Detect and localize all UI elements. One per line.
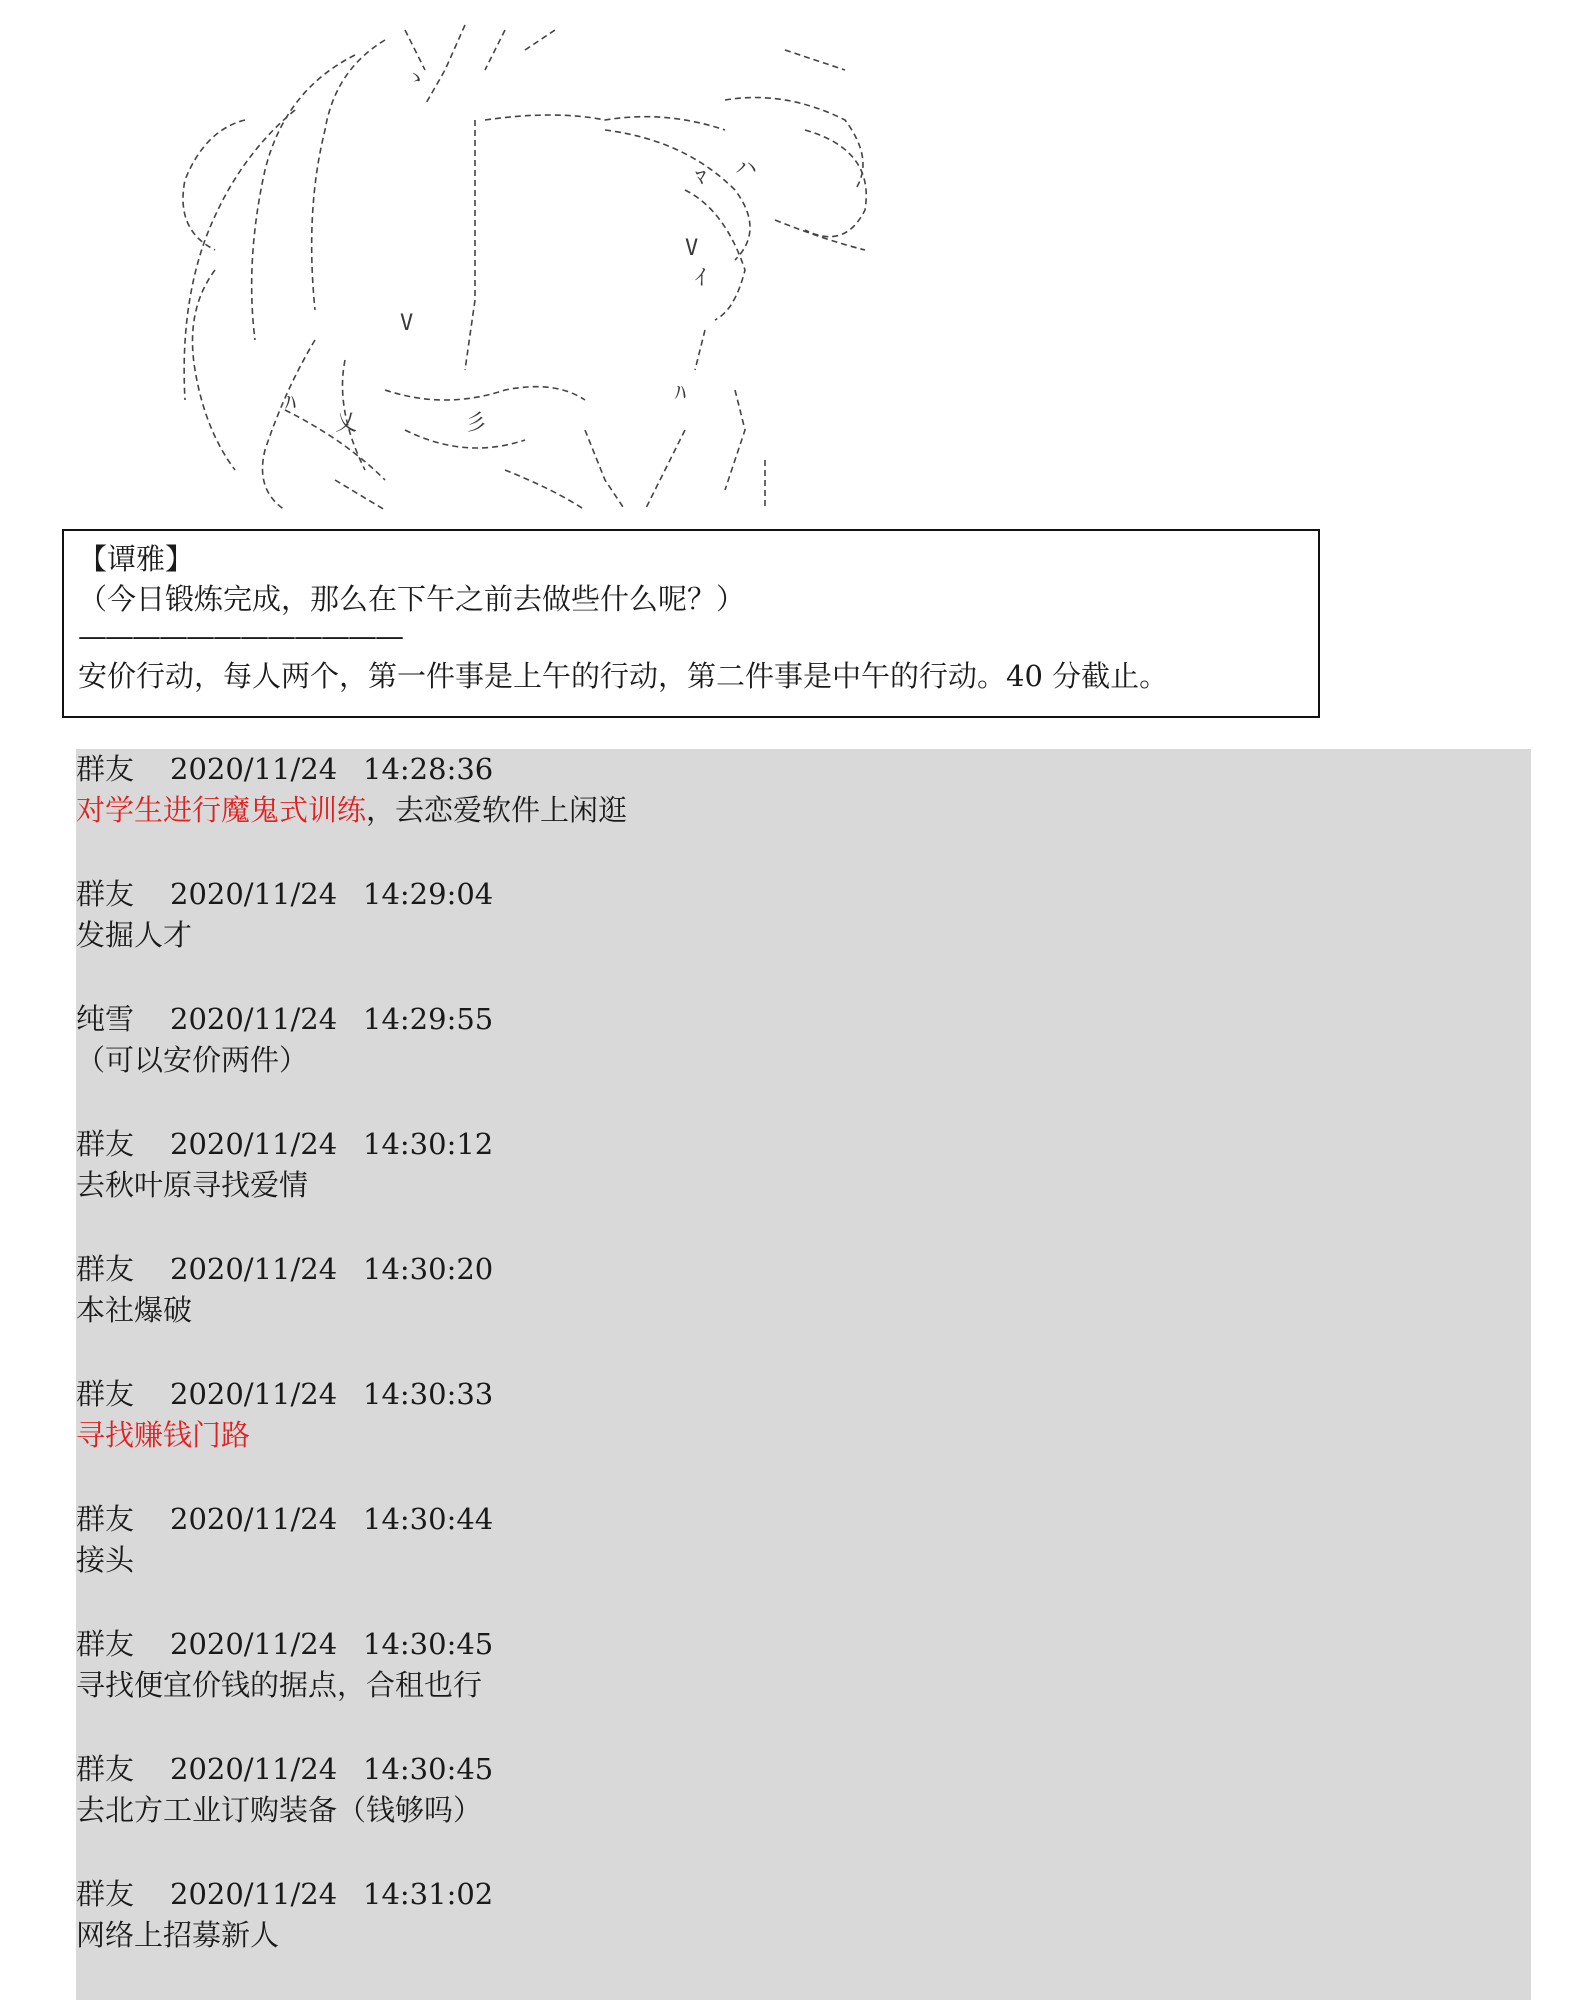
narration-box <box>62 529 1320 718</box>
chat-entry <box>76 1124 1476 1206</box>
message-text: 网络上招募新人 <box>76 1918 280 1952</box>
chat-entry <box>76 1249 1476 1331</box>
chat-header <box>76 749 1476 790</box>
message-date: 2020/11/24 <box>170 1002 338 1036</box>
svg-text:ｲ: ｲ <box>695 266 707 291</box>
message-time: 14:30:45 <box>363 1752 494 1786</box>
message-date: 2020/11/24 <box>170 1877 338 1911</box>
svg-text:ﾏ: ﾏ <box>695 166 707 191</box>
sender-name: 群友 <box>76 1752 135 1786</box>
chat-entry <box>76 1749 1476 1831</box>
message-date: 2020/11/24 <box>170 1252 338 1286</box>
sender-name: 群友 <box>76 752 135 786</box>
message-date: 2020/11/24 <box>170 752 338 786</box>
message-date: 2020/11/24 <box>170 1502 338 1536</box>
sender-name: 群友 <box>76 1502 135 1536</box>
sender-name: 群友 <box>76 1877 135 1911</box>
message-time: 14:30:12 <box>363 1127 494 1161</box>
chat-entry <box>76 1874 1476 1956</box>
message-text: 寻找赚钱门路 <box>76 1418 251 1452</box>
chat-entry <box>76 1624 1476 1706</box>
message-time: 14:30:20 <box>363 1252 494 1286</box>
chat-entry <box>76 874 1476 956</box>
message-time: 14:29:55 <box>363 1002 494 1036</box>
chat-entry <box>76 749 1476 831</box>
message-date: 2020/11/24 <box>170 1377 338 1411</box>
message-time: 14:30:33 <box>363 1377 494 1411</box>
ascii-art-figure <box>85 10 885 520</box>
sender-name: 群友 <box>76 1127 135 1161</box>
message-date: 2020/11/24 <box>170 1127 338 1161</box>
sender-name: 群友 <box>76 1252 135 1286</box>
svg-text:ゝ: ゝ <box>405 66 428 91</box>
svg-text:乂: 乂 <box>335 411 358 436</box>
sender-name: 群友 <box>76 877 135 911</box>
message-time: 14:29:04 <box>363 877 494 911</box>
message-text: （可以安价两件） <box>76 1043 309 1077</box>
sender-name: 群友 <box>76 1377 135 1411</box>
chat-entry <box>76 999 1476 1081</box>
chat-header <box>76 1249 1476 1290</box>
instruction-text: 安价行动，每人两个，第一件事是上午的行动，第二件事是中午的行动。40 分截止。 <box>78 659 1169 693</box>
message-text: 接头 <box>76 1543 135 1577</box>
svg-text:彡: 彡 <box>465 411 488 436</box>
message-date: 2020/11/24 <box>170 1627 338 1661</box>
svg-text:ﾊ: ﾊ <box>675 381 687 406</box>
message-time: 14:30:45 <box>363 1627 494 1661</box>
chat-header <box>76 874 1476 915</box>
message-text: 寻找便宜价钱的据点，合租也行 <box>76 1668 483 1702</box>
svg-text:V: V <box>400 311 414 336</box>
divider-line: ———————————— <box>78 619 402 653</box>
chat-log <box>76 749 1531 2000</box>
message-time: 14:31:02 <box>363 1877 494 1911</box>
ascii-art-illustration <box>85 10 885 520</box>
message-text: 去秋叶原寻找爱情 <box>76 1168 309 1202</box>
speaker-name: 【谭雅】 <box>78 542 195 576</box>
chat-header <box>76 1499 1476 1540</box>
chat-entry <box>76 1499 1476 1581</box>
chat-header <box>76 999 1476 1040</box>
chat-header <box>76 1124 1476 1165</box>
thought-text: （今日锻炼完成，那么在下午之前去做些什么呢？） <box>78 582 746 616</box>
message-date: 2020/11/24 <box>170 1752 338 1786</box>
message-text <box>76 790 1476 831</box>
svg-text:ﾊ: ﾊ <box>285 391 297 416</box>
message-text: 发掘人才 <box>76 918 193 952</box>
chat-header <box>76 1749 1476 1790</box>
sender-name: 群友 <box>76 1627 135 1661</box>
svg-text:ハ: ハ <box>735 156 758 181</box>
chat-header <box>76 1874 1476 1915</box>
chat-header <box>76 1624 1476 1665</box>
sender-name: 纯雪 <box>76 1002 135 1036</box>
message-text-highlight: 对学生进行魔鬼式训练 <box>76 793 367 827</box>
chat-header <box>76 1374 1476 1415</box>
message-text: 去北方工业订购装备（钱够吗） <box>76 1793 483 1827</box>
chat-entry <box>76 1374 1476 1456</box>
message-text: 本社爆破 <box>76 1293 193 1327</box>
message-date: 2020/11/24 <box>170 877 338 911</box>
message-time: 14:30:44 <box>363 1502 494 1536</box>
message-time: 14:28:36 <box>363 752 494 786</box>
message-text-rest: ，去恋爱软件上闲逛 <box>366 793 628 827</box>
svg-text:V: V <box>685 236 699 261</box>
